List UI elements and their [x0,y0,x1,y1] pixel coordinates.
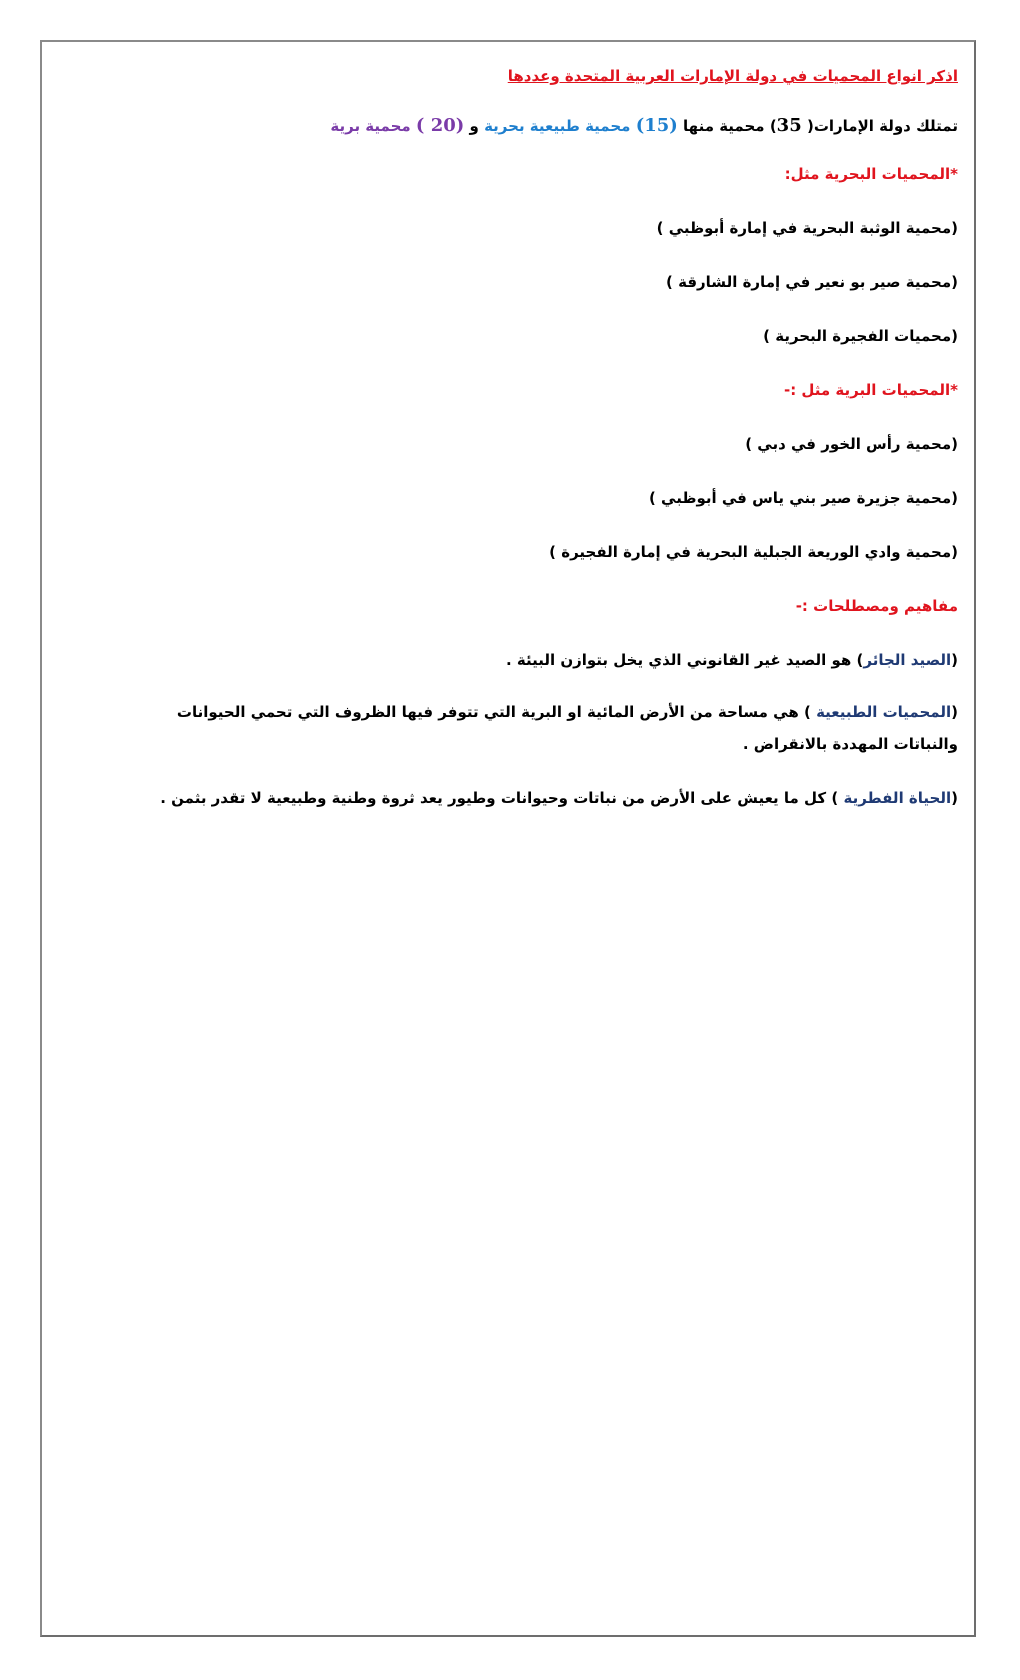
intro-paren-open: ( [801,117,814,135]
definition-term: المحميات الطبيعية [816,703,952,721]
land-count: (20 ) [415,115,465,136]
land-item: (محمية رأس الخور في دبي ) [745,435,958,453]
definition-close: ) [856,651,864,669]
land-section-title: *المحميات البرية مثل :- [783,381,958,399]
definition-wildlife [118,788,958,808]
definition-text: هو الصيد غير القانوني الذي يخل بتوازن البيئة . [505,651,857,669]
definition-close: ) [803,703,817,721]
intro-paren-close: ) [769,117,777,135]
intro-and: و [464,117,485,135]
definition-open: ( [951,703,958,721]
definition-overfishing [118,650,958,670]
definition-open: ( [951,789,958,807]
concepts-title: مفاهيم ومصطلحات :- [795,597,958,615]
definition-text: كل ما يعيش على الأرض من نباتات وحيوانات وطيور يعد ثروة وطنية وطبيعية لا تقدر بثمن . [160,789,832,807]
marine-item: (محمية صير بو نعير في إمارة الشارقة ) [666,273,958,291]
land-label: محمية برية [330,117,416,135]
intro-prefix: تمتلك دولة الإمارات [813,117,958,135]
marine-item: (محميات الفجيرة البحرية ) [763,327,958,345]
land-item: (محمية جزيرة صير بني ياس في أبوظبي ) [648,489,958,507]
marine-label: محمية طبيعية بحرية [484,117,636,135]
marine-section-title: *المحميات البحرية مثل: [784,165,958,183]
intro-paragraph [118,116,958,136]
definition-close: ) [831,789,844,807]
definition-natural-reserves [138,696,958,760]
intro-middle: محمية منها [677,117,770,135]
definition-term: الصيد الجائر [863,651,952,669]
marine-count: (15) [635,115,678,136]
definition-term: الحياة الفطرية [843,789,952,807]
definition-open: ( [951,651,958,669]
total-count: 35 [776,115,802,136]
question-heading: اذكر انواع المحميات في دولة الإمارات العربية المتحدة وعددها [507,67,958,85]
marine-item: (محمية الوثبة البحرية في إمارة أبوظبي ) [656,219,958,237]
definition-text: هي مساحة من الأرض المائية او البرية التي تتوفر فيها الظروف التي تحمي الحيوانات والنباتات المهددة بالانقراض . [176,703,958,753]
document-body [118,66,958,808]
land-item: (محمية وادي الوريعة الجبلية البحرية في إمارة الفجيرة ) [549,543,958,561]
